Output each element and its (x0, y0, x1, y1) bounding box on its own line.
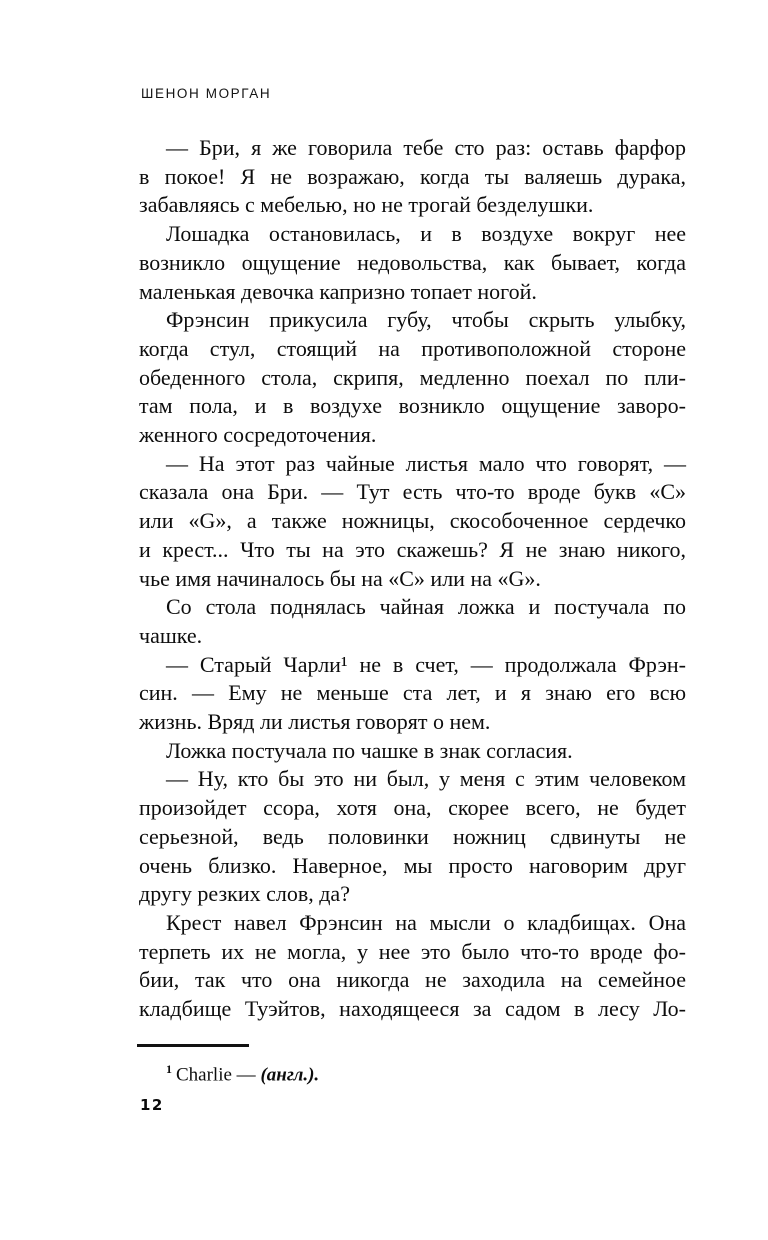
paragraph (139, 450, 686, 594)
paragraph (139, 134, 686, 220)
text-line: Со стола поднялась чайная ложка и постучала по (166, 594, 686, 620)
text-line: обеденного стола, скрипя, медленно поехал по пли- (139, 364, 686, 390)
text-line: — На этот раз чайные листья мало что говорят, — (166, 450, 686, 476)
page-text (139, 134, 686, 1024)
text-line: терпеть их не могла, у нее это было что-то вроде фо- (139, 938, 686, 964)
text-line: — Старый Чарли¹ не в счет, — продолжала Фрэн- (166, 651, 686, 677)
text-line: син. — Ему не меньше ста лет, и я знаю его всю (139, 680, 686, 706)
text-line: бии, так что она никогда не заходила на семейное (139, 967, 686, 993)
text-line: сказала она Бри. — Тут есть что-то вроде букв «С» (139, 479, 686, 505)
text-line: кладбище Туэйтов, находящееся за садом в лесу Ло- (139, 996, 686, 1022)
text-line: чье имя начиналось бы на «С» или на «G». (139, 565, 541, 591)
text-line: Лошадка остановилась, и в воздухе вокруг нее (166, 221, 686, 247)
text-line: Ложка постучала по чашке в знак согласия. (166, 737, 573, 763)
text-line: в покое! Я не возражаю, когда ты валяешь дурака, (139, 163, 686, 189)
text-line: или «G», а также ножницы, скособоченное сердечко (139, 508, 686, 534)
footnote-marker: 1 (166, 1062, 172, 1076)
text-line: маленькая девочка капризно топает ногой. (139, 278, 537, 304)
paragraph (139, 909, 686, 1024)
text-line: забавляясь с мебелью, но не трогай безделушки. (139, 192, 594, 218)
text-line: возникло ощущение недовольства, как бывает, когда (139, 249, 686, 275)
text-line: чашке. (139, 622, 203, 648)
page-number: 12 (140, 1096, 164, 1114)
text-line: произойдет ссора, хотя она, скорее всего, не будет (139, 795, 686, 821)
footnote (139, 1057, 686, 1087)
text-line: когда стул, стоящий на противоположной стороне (139, 335, 686, 361)
paragraph (139, 651, 686, 737)
text-line: — Ну, кто бы это ни был, у меня с этим человеком (166, 766, 686, 792)
text-line: очень близко. Наверное, мы просто наговорим друг (139, 852, 686, 878)
text-line: женного сосредоточения. (139, 422, 377, 448)
footnote-rule (137, 1044, 249, 1047)
text-line: жизнь. Вряд ли листья говорят о нем. (139, 709, 491, 735)
footnote-language: (англ.). (260, 1064, 320, 1086)
text-line: серьезной, ведь половинки ножниц сдвинуты не (139, 823, 686, 849)
paragraph (139, 737, 686, 766)
running-header: ШЕНОН МОРГАН (141, 86, 272, 101)
text-line: — Бри, я же говорила тебе сто раз: оставь фарфор (166, 135, 686, 160)
paragraph (139, 765, 686, 909)
text-line: Фрэнсин прикусила губу, чтобы скрыть улыбку, (166, 307, 686, 333)
paragraph (139, 593, 686, 650)
paragraph (139, 306, 686, 450)
text-line: другу резких слов, да? (139, 881, 350, 907)
paragraph (139, 220, 686, 306)
text-line: и крест... Что ты на это скажешь? Я не знаю никого, (139, 536, 686, 562)
text-line: там пола, и в воздухе возникло ощущение заворо- (139, 393, 686, 419)
footnote-text: Charlie — (176, 1064, 261, 1086)
text-line: Крест навел Фрэнсин на мысли о кладбищах. Она (166, 909, 686, 935)
